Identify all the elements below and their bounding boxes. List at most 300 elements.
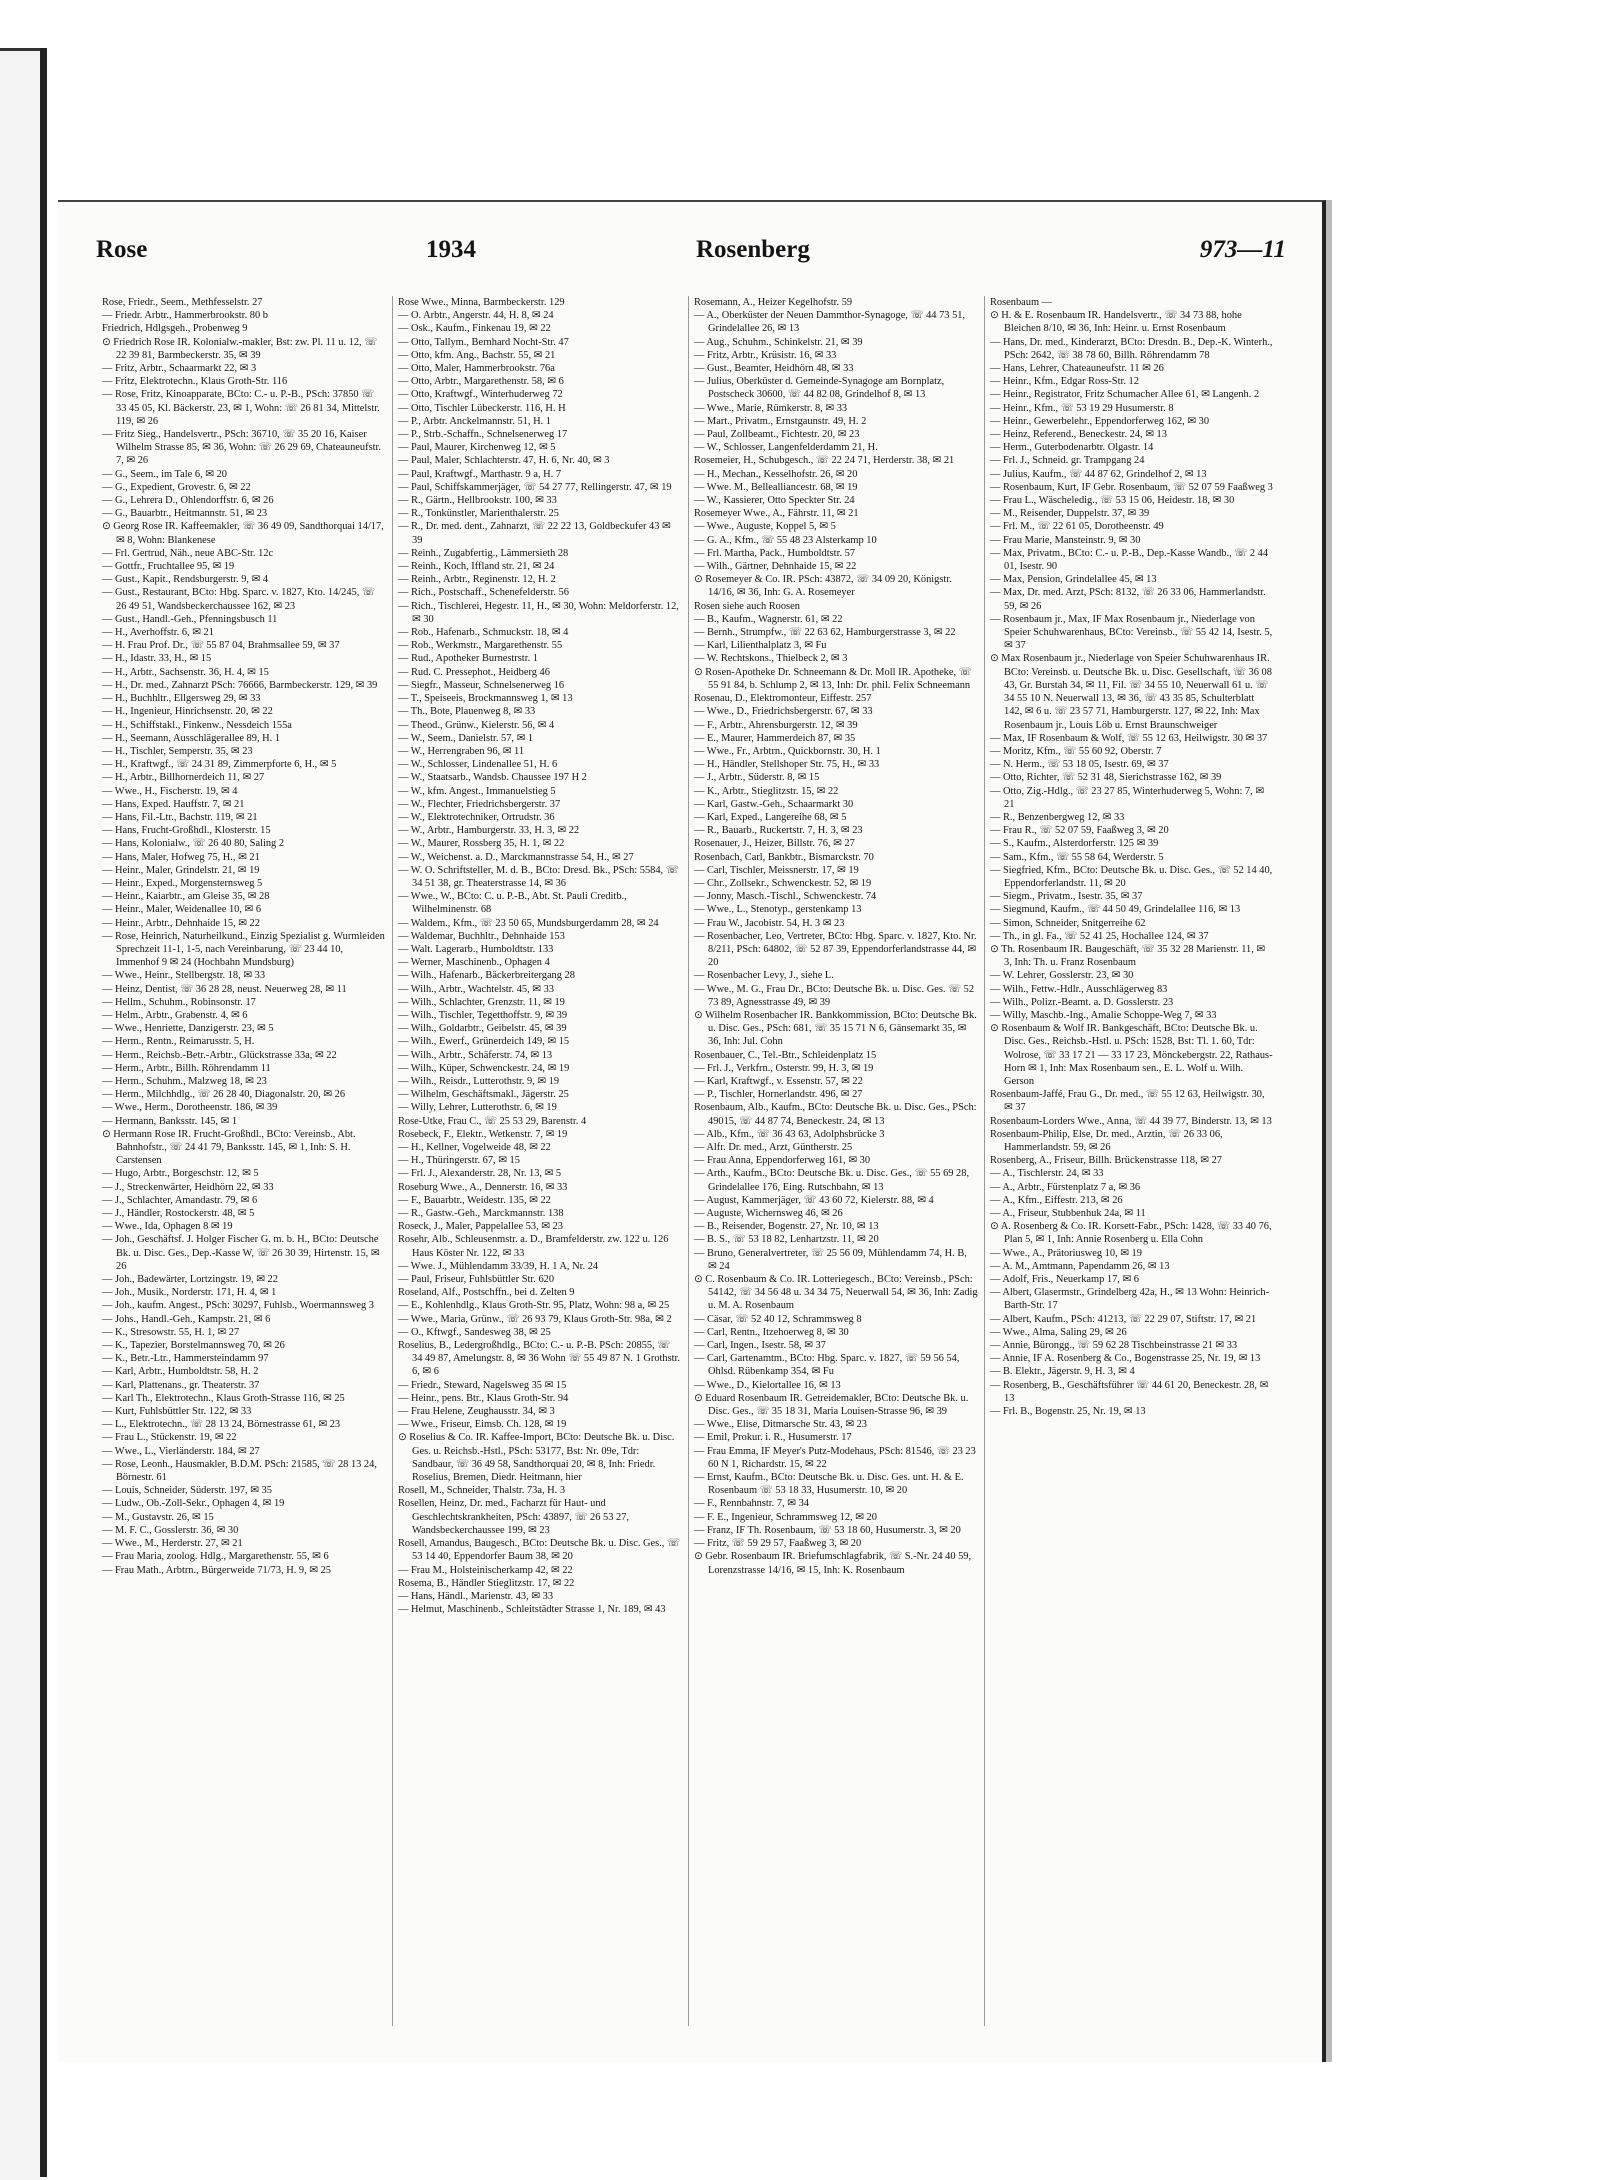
- directory-entry: — B. Elektr., Jägerstr. 9, H. 3, ✉ 4: [990, 1366, 1135, 1378]
- directory-entry: — Annie, Bürongg., ☏ 59 62 28 Tischbeinstrasse 21 ✉ 33: [990, 1340, 1238, 1352]
- directory-entry: — R., Gärtn., Hellbrookstr. 100, ✉ 33: [398, 495, 557, 507]
- directory-entry: — Hugo, Arbtr., Borgeschstr. 12, ✉ 5: [102, 1168, 259, 1180]
- directory-entry: — Wwe., W., BCto: C. u. P.-B., Abt. St. Pauli Creditb., Wilhelminenstr. 68: [398, 891, 627, 916]
- directory-entry: ⊙ Th. Rosenbaum IR. Baugeschäft, ☏ 35 32 28 Marienstr. 11, ✉ 3, Inh: Th. u. Franz Rosenbaum: [990, 943, 1266, 969]
- directory-entry: — Waldemar, Buchhltr., Dehnhaide 153: [398, 930, 565, 942]
- directory-entry: Roseck, J., Maler, Pappelallee 53, ✉ 23: [398, 1221, 563, 1233]
- directory-entry: — Wwe. J., Mühlendamm 33/39, H. 1 A, Nr. 24: [398, 1260, 599, 1272]
- directory-entry: — Alfr. Dr. med., Arzt, Güntherstr. 25: [694, 1142, 853, 1153]
- directory-entry: — Th., in gl. Fa., ☏ 52 41 25, Hochallee 124, ✉ 37: [990, 930, 1209, 942]
- directory-entry: — A., Oberküster der Neuen Dammthor-Synagoge, ☏ 44 73 51, Grindelallee 26, ✉ 13: [694, 310, 966, 335]
- directory-entry: — Paul, Zollbeamt., Fichtestr. 20, ✉ 23: [694, 429, 860, 441]
- directory-entry: — G., Expedient, Grovestr. 6, ✉ 22: [102, 481, 251, 493]
- directory-entry: — W., Seem., Danielstr. 57, ✉ 1: [398, 732, 534, 744]
- directory-entry: — Frau Maria, zoolog. Hdlg., Margarethenstr. 55, ✉ 6: [102, 1551, 329, 1563]
- directory-entry: — Wilh., Polizr.-Beamt. a. D. Gosslerstr. 23: [990, 996, 1174, 1008]
- directory-entry: — P., Tischler, Hornerlandstr. 496, ✉ 27: [694, 1089, 863, 1101]
- directory-entry: — Herm., Rentn., Reimarusstr. 5, H.: [102, 1036, 255, 1048]
- directory-entry: ⊙ Max Rosenbaum jr., Niederlage von Speier Schuhwarenhaus IR. BCto: Vereinsb. u. Deutsche Bk. u. Disc. Gesellschaft, ☏ 36 08 43, Gr. Burstah 34, ✉ 11, Fil. ☏ 34 55 10, Neuerwall 61 u. ☏ 34 55 10 N. Neuerwall 13, ✉ 36, ☏ 43 35 85, Schulterblatt 142, ✉ 6 u. ☏ 23 57 71, Hamburgerstr. 127, ✉ 22, Inh: Max Rosenbaum jr., Louis Löb u. Ernst Braunschweiger: [990, 653, 1272, 731]
- directory-entry: — H., Mechan., Kesselhofstr. 26, ✉ 20: [694, 468, 858, 480]
- directory-entry: — E., Kohlenhdlg., Klaus Groth-Str. 95, Platz, Wohn: 98 a, ✉ 25: [398, 1300, 670, 1312]
- directory-entry: — P., Strb.-Schaffn., Schnelsenerweg 17: [398, 429, 568, 441]
- directory-entry: — T., Speiseeis, Brockmannsweg 1, ✉ 13: [398, 693, 573, 705]
- directory-entry: — Frau Marie, Mansteinstr. 9, ✉ 30: [990, 534, 1141, 546]
- column-1: [96, 296, 386, 2026]
- directory-entry: — Hans, Lehrer, Chateauneufstr. 11 ✉ 26: [990, 363, 1164, 375]
- directory-entry: — Reinh., Koch, Iffland str. 21, ✉ 24: [398, 561, 555, 573]
- directory-entry: — Frl. J., Schneid. gr. Trampgang 24: [990, 455, 1145, 467]
- directory-entry: — Max, Privatm., BCto: C.- u. P.-B., Dep.-Kasse Wandb., ☏ 2 44 01, Isestr. 90: [990, 547, 1269, 573]
- directory-entry: — H., Dr. med., Zahnarzt PSch: 76666, Barmbeckerstr. 129, ✉ 39: [102, 679, 378, 691]
- directory-entry: — Paul, Maurer, Kirchenweg 12, ✉ 5: [398, 442, 556, 454]
- directory-entry: — Willy, Maschb.-Ing., Amalie Schoppe-Weg 7, ✉ 33: [990, 1009, 1217, 1021]
- directory-entry: — G., Bauarbtr., Heitmannstr. 51, ✉ 23: [102, 508, 268, 520]
- directory-entry: — Annie, IF A. Rosenberg & Co., Bogenstrasse 25, Nr. 19, ✉ 13: [990, 1353, 1261, 1365]
- directory-entry: — Hans, Dr. med., Kinderarzt, BCto: Dresdn. B., Dep.-K. Winterh., PSch: 2642, ☏ 38 78 60, Billh. Röhrendamm 78: [990, 336, 1273, 361]
- directory-entry: — H., Seemann, Ausschlägerallee 89, H. 1: [102, 732, 281, 744]
- directory-entry: Rosenau, D., Elektromonteur, Eiffestr. 257: [694, 693, 872, 705]
- directory-entry: — W. Lehrer, Gosslerstr. 23, ✉ 30: [990, 970, 1134, 982]
- directory-entry: — A., Kfm., Eiffestr. 213, ✉ 26: [990, 1194, 1123, 1206]
- directory-entry: — W., Flechter, Friedrichsbergerstr. 37: [398, 798, 561, 810]
- directory-entry: — H., Tischler, Semperstr. 35, ✉ 23: [102, 745, 253, 757]
- directory-entry: — Bruno, Generalvertreter, ☏ 25 56 09, Mühlendamm 74, H. B, ✉ 24: [694, 1247, 967, 1272]
- directory-entry: — Kurt, Fuhlsbüttler Str. 122, ✉ 33: [102, 1406, 252, 1418]
- directory-entry: — H., Arbtr., Sachsenstr. 36, H. 4, ✉ 15: [102, 666, 269, 678]
- directory-entry: — Hellm., Schuhm., Robinsonstr. 17: [102, 996, 256, 1008]
- directory-entry: — August, Kammerjäger, ☏ 43 60 72, Kielerstr. 88, ✉ 4: [694, 1194, 934, 1206]
- directory-entry: — W., Staatsarb., Wandsb. Chaussee 197 H 2: [398, 772, 587, 784]
- directory-entry: — Arth., Kaufm., BCto: Deutsche Bk. u. Disc. Ges., ☏ 55 69 28, Grindelallee 176, Eing. Rutschbahn, ✉ 13: [694, 1168, 970, 1193]
- directory-entry: — Reinh., Zugabfertig., Lämmersieth 28: [398, 547, 569, 559]
- directory-entry: — Joh., Musik., Norderstr. 171, H. 4, ✉ 1: [102, 1287, 277, 1299]
- directory-entry: — Paul, Kraftwgf., Marthastr. 9 a, H. 7: [398, 468, 562, 480]
- directory-entry: — Chr., Zollsekr., Schwenckestr. 52, ✉ 19: [694, 877, 872, 889]
- directory-entry: — Gust., Handl.-Geh., Pfenningsbusch 11: [102, 613, 278, 625]
- column-4: [984, 296, 1274, 2026]
- directory-entry: — Hans, Fil.-Ltr., Bachstr. 119, ✉ 21: [102, 811, 258, 823]
- directory-entry: — K., Arbtr., Stieglitzstr. 15, ✉ 22: [694, 785, 839, 797]
- directory-entry: — G. A., Kfm., ☏ 55 48 23 Alsterkamp 10: [694, 534, 877, 546]
- directory-entry: — S., Kaufm., Alsterdorferstr. 125 ✉ 39: [990, 838, 1159, 850]
- directory-entry: ⊙ Rosemeyer & Co. IR. PSch: 43872, ☏ 34 09 20, Königstr. 14/16, ✉ 36, Inh: G. A. Rosemeyer: [694, 574, 952, 599]
- directory-entry: — Wwe., M. G., Frau Dr., BCto: Deutsche Bk. u. Disc. Ges. ☏ 52 73 89, Agnesstrasse 49, ✉ 39: [694, 983, 975, 1008]
- directory-entry: Rose Wwe., Minna, Barmbeckerstr. 129: [398, 297, 565, 308]
- directory-entry: — W. Rechtskons., Thielbeck 2, ✉ 3: [694, 653, 848, 665]
- directory-entry: — Karl, Arbtr., Humboldtstr. 58, H. 2: [102, 1366, 259, 1378]
- directory-entry: — Otto, Tallym., Bernhard Nocht-Str. 47: [398, 336, 569, 348]
- directory-entry: — Rob., Werkmstr., Margarethenstr. 55: [398, 640, 563, 652]
- directory-entry: — F., Bauarbtr., Weidestr. 135, ✉ 22: [398, 1194, 551, 1206]
- directory-entry: Rose, Friedr., Seem., Methfesselstr. 27: [102, 297, 263, 308]
- directory-entry: — Gust., Kapit., Rendsburgerstr. 9, ✉ 4: [102, 574, 269, 586]
- directory-entry: — F., Rennbahnstr. 7, ✉ 34: [694, 1498, 809, 1510]
- directory-entry: — Frl. J., Alexanderstr. 28, Nr. 13, ✉ 5: [398, 1168, 562, 1180]
- directory-entry: ⊙ Georg Rose IR. Kaffeemakler, ☏ 36 49 09, Sandthorquai 14/17, ✉ 8, Wohn: Blankenese: [102, 521, 384, 546]
- directory-entry: — Karl, Lilienthalplatz 3, ✉ Fu: [694, 640, 827, 652]
- directory-entry: — Herm., Arbtr., Billh. Röhrendamm 11: [102, 1062, 271, 1074]
- directory-entry: — Frl. Gertrud, Näh., neue ABC-Str. 12c: [102, 547, 274, 559]
- directory-entry: — Hermann, Banksstr. 145, ✉ 1: [102, 1115, 238, 1127]
- directory-entry: — H., Thüringerstr. 67, ✉ 15: [398, 1155, 520, 1167]
- directory-entry: — Wwe., L., Vierländerstr. 184, ✉ 27: [102, 1445, 260, 1457]
- directory-entry: — Julius, Kaufm., ☏ 44 87 62, Grindelhof 2, ✉ 13: [990, 468, 1207, 480]
- directory-entry: — Theod., Grünw., Kielerstr. 56, ✉ 4: [398, 719, 555, 731]
- directory-entry: — Frau W., Jacobistr. 54, H. 3 ✉ 23: [694, 917, 845, 929]
- directory-entry: — Wilh., Goldarbtr., Geibelstr. 45, ✉ 39: [398, 1023, 567, 1035]
- directory-entry: Rosenbaum-Philip, Else, Dr. med., Arztin, ☏ 26 33 06, Hammerlandstr. 59, ✉ 26: [990, 1128, 1223, 1153]
- directory-entry: — K., Betr.-Ltr., Hammersteindamm 97: [102, 1353, 269, 1365]
- directory-entry: ⊙ Friedrich Rose IR. Kolonialw.-makler, Bst: zw. Pl. 11 u. 12, ☏ 22 39 81, Barmbeckerstr. 35, ✉ 39: [102, 336, 378, 361]
- directory-entry: — Heinr., Arbtr., Dehnhaide 15, ✉ 22: [102, 917, 260, 929]
- directory-entry: — Karl, Kraftwgf., v. Essenstr. 57, ✉ 22: [694, 1075, 863, 1087]
- directory-entry: — J., Händler, Rostockerstr. 48, ✉ 5: [102, 1208, 255, 1220]
- directory-entry: — F. E., Ingenieur, Schrammsweg 12, ✉ 20: [694, 1511, 877, 1523]
- directory-entry: — Frl. J., Verkfrn., Osterstr. 99, H. 3, ✉ 19: [694, 1062, 874, 1074]
- directory-entry: — Hans, Maler, Hofweg 75, H., ✉ 21: [102, 851, 260, 863]
- directory-entry: — Wilh., Arbtr., Wachtelstr. 45, ✉ 33: [398, 983, 554, 995]
- directory-entry: — Rosenbaum jr., Max, IF Max Rosenbaum jr., Niederlage von Speier Schuhwarenhaus, BCto: Vereinsb., ☏ 55 42 14, Isestr. 5, ✉ 37: [990, 613, 1273, 652]
- directory-entry: — Heinr., Gewerbelehr., Eppendorferweg 162, ✉ 30: [990, 415, 1210, 427]
- directory-entry: — R., Benzenbergweg 12, ✉ 33: [990, 811, 1125, 823]
- directory-entry: — Osk., Kaufm., Finkenau 19, ✉ 22: [398, 323, 551, 335]
- directory-entry: — H., Buchhltr., Ellgersweg 29, ✉ 33: [102, 693, 261, 705]
- directory-entry: — W., kfm. Angest., Immanuelstieg 5: [398, 785, 556, 797]
- directory-entry: Rosenbaum-Lorders Wwe., Anna, ☏ 44 39 77, Binderstr. 13, ✉ 13: [990, 1115, 1272, 1127]
- directory-entry: — Fritz Sieg., Handelsvertr., PSch: 36710, ☏ 35 20 16, Kaiser Wilhelm Strasse 85, ✉ 36, Wohn: ☏ 26 29 69, Chateauneufstr. 7, ✉ 26: [102, 429, 381, 467]
- directory-entry: Roselius, B., Ledergroßhdlg., BCto: C.- u. P.-B. PSch: 20855, ☏ 34 49 87, Amelungstr. 8, ✉ 36 Wohn ☏ 55 49 87 N. 1 Grothstr. 6, ✉ 6: [398, 1340, 681, 1378]
- directory-entry: ⊙ C. Rosenbaum & Co. IR. Lotteriegesch., BCto: Vereinsb., PSch: 54142, ☏ 34 56 48 u. 34 34 75, Neuerwall 54, ✉ 36, Inh: Zadig u. M. A. Rosenbaum: [694, 1274, 978, 1312]
- header-left-word: Rose: [96, 236, 148, 263]
- directory-entry: — Wwe. M., Bellealliancestr. 68, ✉ 19: [694, 481, 858, 493]
- directory-entry: — R., Tonkünstler, Marienthalerstr. 25: [398, 508, 559, 520]
- directory-entry: — Max, Dr. med. Arzt, PSch: 8132, ☏ 26 33 06, Hammerlandstr. 59, ✉ 26: [990, 587, 1266, 612]
- directory-entry: — Wwe., Alma, Saling 29, ✉ 26: [990, 1326, 1127, 1338]
- header-right-word: Rosenberg: [696, 236, 810, 263]
- directory-entry: — Wilhelm, Geschäftsmakl., Jägerstr. 25: [398, 1089, 569, 1101]
- directory-entry: — Wilh., Hafenarb., Bäckerbreitergang 28: [398, 970, 575, 982]
- directory-entry: — W., Schlosser, Langenfelderdamm 21, H.: [694, 442, 878, 454]
- directory-entry: — Heinz, Dentist, ☏ 36 28 28, neust. Neuerweg 28, ✉ 11: [102, 983, 347, 995]
- directory-entry: — Albert, Glasermstr., Grindelberg 42a, H., ✉ 13 Wohn: Heinrich-Barth-Str. 17: [990, 1287, 1270, 1312]
- directory-entry: — Rud., Apotheker Burnestrstr. 1: [398, 653, 538, 665]
- directory-entry: — Joh., kaufm. Angest., PSch: 30297, Fuhlsb., Woermannsweg 3: [102, 1300, 375, 1312]
- directory-entry: — Wilh., Tischler, Tegetthoffstr. 9, ✉ 39: [398, 1009, 568, 1021]
- directory-entry: — G., Lehrera D., Ohlendorffstr. 6, ✉ 26: [102, 495, 274, 507]
- directory-entry: — E., Maurer, Hammerdeich 87, ✉ 35: [694, 732, 856, 744]
- directory-entry: — Frau M., Holsteinischerkamp 42, ✉ 22: [398, 1564, 573, 1576]
- directory-entry: — R., Bauarb., Ruckertstr. 7, H. 3, ✉ 23: [694, 825, 863, 837]
- directory-entry: — Rud. C. Pressephot., Heidberg 46: [398, 666, 550, 678]
- directory-entry: — R., Dr. med. dent., Zahnarzt, ☏ 22 22 13, Goldbeckufer 43 ✉ 39: [398, 521, 671, 546]
- directory-entry: — Cäsar, ☏ 52 40 12, Schrammsweg 8: [694, 1313, 862, 1325]
- directory-entry: — Wwe., Marie, Rümkerstr. 8, ✉ 33: [694, 402, 848, 414]
- directory-entry: — Wilh., Gärtner, Dehnhaide 15, ✉ 22: [694, 561, 857, 573]
- directory-entry: — Heinr., Maler, Weidenallee 10, ✉ 6: [102, 904, 262, 916]
- directory-entry: Rosehr, Alb., Schleusenmstr. a. D., Bramfelderstr. zw. 122 u. 126 Haus Köster Nr. 122, ✉ 33: [398, 1234, 669, 1259]
- directory-entry: — Frau Emma, IF Meyer's Putz-Modehaus, PSch: 81546, ☏ 23 23 60 N 1, Richardstr. 15, ✉ 22: [694, 1445, 976, 1470]
- header-page-number: 973—11: [1199, 236, 1286, 263]
- directory-entry: — H. Frau Prof. Dr., ☏ 55 87 04, Brahmsallee 59, ✉ 37: [102, 640, 340, 652]
- directory-entry: — Paul, Maler, Schlachterstr. 47, H. 6, Nr. 40, ✉ 3: [398, 455, 610, 467]
- directory-entry: — H., Arbtr., Billhornerdeich 11, ✉ 27: [102, 772, 265, 784]
- directory-entry: — W., Herrengraben 96, ✉ 11: [398, 745, 525, 757]
- directory-entry: — Frau L., Wäscheledig., ☏ 53 15 06, Heidestr. 18, ✉ 30: [990, 495, 1235, 507]
- directory-entry: — Fritz, Arbtr., Krüsistr. 16, ✉ 33: [694, 349, 837, 361]
- directory-entry: — Max, Pension, Grindelallee 45, ✉ 13: [990, 574, 1157, 586]
- directory-entry: — Ludw., Ob.-Zoll-Sekr., Ophagen 4, ✉ 19: [102, 1498, 285, 1510]
- directory-entry: ⊙ H. & E. Rosenbaum IR. Handelsvertr., ☏ 34 73 88, hohe Bleichen 8/10, ✉ 36, Inh: Heinr. u. Ernst Rosenbaum: [990, 310, 1242, 335]
- directory-entry: — Wilh., Ewerf., Grünerdeich 149, ✉ 15: [398, 1036, 570, 1048]
- directory-entry: — A., Tischlerstr. 24, ✉ 33: [990, 1168, 1104, 1180]
- directory-entry: — Sam., Kfm., ☏ 55 58 64, Werderstr. 5: [990, 851, 1164, 863]
- directory-entry: Rosemeier, H., Schubgesch., ☏ 22 24 71, Herderstr. 38, ✉ 21: [694, 455, 955, 467]
- directory-entry: — B. S., ☏ 53 18 82, Lenhartzstr. 11, ✉ 20: [694, 1234, 879, 1246]
- directory-entry: — Aug., Schuhm., Schinkelstr. 21, ✉ 39: [694, 336, 863, 348]
- directory-entry: Rosemann, A., Heizer Kegelhofstr. 59: [694, 297, 853, 308]
- directory-entry: — Wwe., M., Herderstr. 27, ✉ 21: [102, 1538, 243, 1550]
- directory-entry: — Alb., Kfm., ☏ 36 43 63, Adolphsbrücke 3: [694, 1128, 885, 1140]
- directory-entry: — Franz, IF Th. Rosenbaum, ☏ 53 18 60, Husumerstr. 3, ✉ 20: [694, 1524, 961, 1536]
- directory-entry: — Wwe., H., Fischerstr. 19, ✉ 4: [102, 785, 238, 797]
- directory-entry: — Wwe., D., Kielortallee 16, ✉ 13: [694, 1379, 841, 1391]
- directory-entry: Roseburg Wwe., A., Dennerstr. 16, ✉ 33: [398, 1181, 568, 1193]
- directory-entry: — Hans, Kolonialw., ☏ 26 40 80, Saling 2: [102, 838, 285, 850]
- directory-page: [58, 200, 1326, 2062]
- directory-entry: — Rich., Tischlerei, Hegestr. 11, H., ✉ 30, Wohn: Meldorferstr. 12, ✉ 30: [398, 600, 679, 625]
- directory-entry: — G., Seem., im Tale 6, ✉ 20: [102, 468, 227, 480]
- directory-entry: — Hans, Frucht-Großhdl., Klosterstr. 15: [102, 825, 271, 837]
- directory-entry: — Herm., Reichsb.-Betr.-Arbtr., Glückstrasse 33a, ✉ 22: [102, 1049, 337, 1061]
- directory-entry: ⊙ Rosenbaum & Wolf IR. Bankgeschäft, BCto: Deutsche Bk. u. Disc. Ges., Reichsb.-Hstl. u. PSch: 1528, Bst: Tl. 1. 60, Tdr: Wolrose, ☏ 33 17 21 — 33 17 23, Mönckebergstr. 22, Rathaus-Horn ✉ 1, Inh: Max Rosenbaum sen., E. L. Wolf u. Wilh. Gerson: [990, 1023, 1273, 1087]
- directory-entry: — Otto, Tischler Lübeckerstr. 116, H. H: [398, 402, 566, 414]
- directory-entry: Rosebeck, F., Elektr., Wetkenstr. 7, ✉ 19: [398, 1128, 568, 1140]
- directory-entry: — K., Stresowstr. 55, H. 1, ✉ 27: [102, 1326, 240, 1338]
- directory-entry: — Wwe., Auguste, Koppel 5, ✉ 5: [694, 521, 836, 533]
- directory-entry: — Frau L., Stückenstr. 19, ✉ 22: [102, 1432, 237, 1444]
- directory-entry: Rosenbach, Carl, Bankbtr., Bismarckstr. 70: [694, 851, 874, 863]
- directory-entry: — Wwe., D., Friedrichsbergerstr. 67, ✉ 33: [694, 706, 873, 718]
- directory-entry: — Frau Math., Arbtrn., Bürgerweide 71/73, H. 9, ✉ 25: [102, 1564, 331, 1576]
- directory-entry: — Ernst, Kaufm., BCto: Deutsche Bk. u. Disc. Ges. unt. H. & E. Rosenbaum ☏ 53 18 33, Husumerstr. 10, ✉ 20: [694, 1472, 964, 1497]
- directory-entry: — A., Arbtr., Fürstenplatz 7 a, ✉ 36: [990, 1181, 1141, 1193]
- directory-entry: ⊙ Rosen-Apotheke Dr. Schneemann & Dr. Moll IR. Apotheke, ☏ 55 91 84, b. Schlump 2, ✉ 13, Inh: Dr. phil. Felix Schneemann: [694, 666, 972, 691]
- directory-entry: — Carl, Ingen., Isestr. 58, ✉ 37: [694, 1340, 826, 1352]
- directory-entry: — Waldem., Kfm., ☏ 23 50 65, Mundsburgerdamm 28, ✉ 24: [398, 917, 659, 929]
- directory-entry: — Frl. M., ☏ 22 61 05, Dorotheenstr. 49: [990, 521, 1164, 533]
- directory-entry: — Siegfr., Masseur, Schnelsenerweg 16: [398, 679, 565, 691]
- directory-entry: — Rosenberg, B., Geschäftsführer ☏ 44 61 20, Beneckestr. 28, ✉ 13: [990, 1379, 1269, 1404]
- previous-page-margin: [0, 48, 40, 2180]
- directory-entry: — Paul, Schiffskammerjäger, ☏ 54 27 77, Rellingerstr. 47, ✉ 19: [398, 481, 672, 493]
- directory-entry: — R., Gastw.-Geh., Marckmannstr. 138: [398, 1208, 564, 1220]
- directory-entry: Roseland, Alf., Postschffn., bei d. Zelten 9: [398, 1287, 575, 1299]
- directory-entry: — Siegfried, Kfm., BCto: Deutsche Bk. u. Disc. Ges., ☏ 52 14 40, Eppendorferlandstr. 11, ✉ 20: [990, 864, 1273, 889]
- directory-entry: — Otto, Arbtr., Margarethenstr. 58, ✉ 6: [398, 376, 564, 388]
- directory-entry: — Wwe., Maria, Grünw., ☏ 26 93 79, Klaus Groth-Str. 98a, ✉ 2: [398, 1313, 672, 1325]
- directory-entry: — Adolf, Fris., Neuerkamp 17, ✉ 6: [990, 1274, 1139, 1286]
- directory-entry: — Willy, Lehrer, Lutterothstr. 6, ✉ 19: [398, 1102, 557, 1114]
- directory-entry: — W., Kassierer, Otto Speckter Str. 24: [694, 495, 855, 507]
- directory-entry: — J., Arbtr., Süderstr. 8, ✉ 15: [694, 772, 820, 784]
- directory-entry: ⊙ Hermann Rose IR. Frucht-Großhdl., BCto: Vereinsb., Abt. Bahnhofstr., ☏ 24 41 79, Banksstr. 145, ✉ 1, Inh: S. H. Carstensen: [102, 1128, 356, 1167]
- directory-entry: ⊙ Eduard Rosenbaum IR. Getreidemakler, BCto: Deutsche Bk. u. Disc. Ges., ☏ 35 18 31, Maria Louisen-Strasse 96, ✉ 39: [694, 1392, 969, 1418]
- directory-entry: — Wwe., Herm., Dorotheenstr. 186, ✉ 39: [102, 1102, 278, 1114]
- directory-entry: — Rose, Heinrich, Naturheilkund., Einzig Spezialist g. Wurmleiden Sprechzeit 11-1, 1-5, nach Vereinbarung, ☏ 23 44 10, Immenhof 9 ✉ 24 (Hochbahn Mundsburg): [102, 930, 385, 969]
- directory-entry: — Paul, Friseur, Fuhlsbüttler Str. 620: [398, 1274, 555, 1286]
- directory-entry: — Herm., Guterbodenarbtr. Olgastr. 14: [990, 442, 1154, 454]
- directory-entry: — Gust., Restaurant, BCto: Hbg. Sparc. v. 1827, Kto. 14/245, ☏ 26 49 51, Wandsbeckerchaussee 162, ✉ 23: [102, 587, 375, 612]
- directory-entry: — Otto, kfm. Ang., Bachstr. 55, ✉ 21: [398, 349, 556, 361]
- directory-entry: — Wwe., Ida, Ophagen 8 ✉ 19: [102, 1221, 233, 1233]
- directory-entry: — Wilh., Schlachter, Grenzstr. 11, ✉ 19: [398, 996, 565, 1008]
- directory-entry: — B., Reisender, Bogenstr. 27, Nr. 10, ✉ 13: [694, 1221, 879, 1233]
- directory-entry: — Mart., Privatm., Ernstgaunstr. 49, H. 2: [694, 415, 867, 427]
- directory-entry: — Wwe., Friseur, Eimsb. Ch. 128, ✉ 19: [398, 1419, 567, 1431]
- directory-entry: — Herm., Milchhdlg., ☏ 26 28 40, Diagonalstr. 20, ✉ 26: [102, 1089, 346, 1101]
- directory-entry: — Frau R., ☏ 52 07 59, Faaßweg 3, ✉ 20: [990, 825, 1169, 837]
- directory-entry: — Otto, Maler, Hammerbrookstr. 76a: [398, 363, 555, 375]
- directory-entry: Rosell, Amandus, Baugesch., BCto: Deutsche Bk. u. Disc. Ges., ☏ 53 14 40, Eppendorfer Baum 38, ✉ 20: [398, 1538, 680, 1563]
- directory-entry: — Frau Anna, Eppendorferweg 161, ✉ 30: [694, 1155, 871, 1167]
- directory-entry: — F., Arbtr., Ahrensburgerstr. 12, ✉ 39: [694, 719, 858, 731]
- directory-entry: — Frau Helene, Zeughausstr. 34, ✉ 3: [398, 1406, 555, 1418]
- directory-entry: — Rosenbacher, Leo, Vertreter, BCto: Hbg. Sparc. v. 1827, Kto. Nr. 8/211, PSch: 64802, ☏ 52 87 39, Eppendorferlandstrasse 44, ✉ 20: [694, 930, 977, 969]
- directory-entry: — Siegm., Privatm., Isestr. 35, ✉ 37: [990, 891, 1143, 903]
- directory-entry: — Rose, Fritz, Kinoapparate, BCto: C.- u. P.-B., PSch: 37850 ☏ 33 45 05, Kl. Bäckerstr. 23, ✉ 1, Wohn: ☏ 26 81 34, Mittelstr. 119, ✉ 26: [102, 389, 380, 427]
- directory-entry: — M., Reisender, Duppelstr. 37, ✉ 39: [990, 508, 1150, 520]
- directory-entry: — Jonny, Masch.-Tischl., Schwenckestr. 74: [694, 891, 877, 903]
- directory-entry: — Simon, Schneider, Snitgerreihe 62: [990, 917, 1146, 929]
- directory-entry: — Carl, Gartenamtm., BCto: Hbg. Sparc. v. 1827, ☏ 59 56 54, Ohlsd. Rübenkamp 354, ✉ Fu: [694, 1353, 960, 1378]
- directory-entry: — H., Händler, Stellshoper Str. 75, H., ✉ 33: [694, 759, 880, 771]
- directory-entry: Rosell, M., Schneider, Thalstr. 73a, H. 3: [398, 1485, 566, 1497]
- directory-entry: — Karl, Gastw.-Geh., Schaarmarkt 30: [694, 798, 854, 810]
- directory-entry: Rosen siehe auch Roosen: [694, 600, 800, 612]
- directory-entry: — Otto, Kraftwgf., Winterhuderweg 72: [398, 389, 563, 401]
- directory-entry: — Fritz, Elektrotechn., Klaus Groth-Str. 116: [102, 376, 288, 388]
- directory-entry: — Carl, Tischler, Meissnerstr. 17, ✉ 19: [694, 864, 859, 876]
- directory-entry: — Friedr., Steward, Nagelsweg 35 ✉ 15: [398, 1379, 567, 1391]
- directory-entry: Rose-Utke, Frau C., ☏ 25 53 29, Barenstr. 4: [398, 1115, 587, 1127]
- directory-entry: — Heinr., Exped., Morgensternsweg 5: [102, 877, 263, 889]
- directory-entry: — Max, IF Rosenbaum & Wolf, ☏ 55 12 63, Heilwigstr. 30 ✉ 37: [990, 732, 1268, 744]
- directory-entry: — Wilh., Reisdr., Lutterothstr. 9, ✉ 19: [398, 1075, 560, 1087]
- directory-entry: — Otto, Richter, ☏ 52 31 48, Sierichstrasse 162, ✉ 39: [990, 772, 1222, 784]
- directory-entry: — L., Elektrotechn., ☏ 28 13 24, Börnestrasse 61, ✉ 23: [102, 1419, 341, 1431]
- directory-entry: — J., Streckenwärter, Heidhörn 22, ✉ 33: [102, 1181, 274, 1193]
- column-2: [392, 296, 682, 2026]
- directory-entry: — Rosenbaum, Kurt, IF Gebr. Rosenbaum, ☏ 52 07 59 Faaßweg 3: [990, 481, 1273, 493]
- directory-entry: — Rose, Leonh., Hausmakler, B.D.M. PSch: 21585, ☏ 28 13 24, Börnestr. 61: [102, 1458, 377, 1484]
- page-header: [96, 236, 1286, 284]
- directory-entry: — Helm., Arbtr., Grabenstr. 4, ✉ 6: [102, 1009, 248, 1021]
- directory-entry: — Werner, Maschinenb., Ophagen 4: [398, 957, 550, 969]
- directory-entry: — J., Schlachter, Amandastr. 79, ✉ 6: [102, 1194, 258, 1206]
- directory-entry: — Bernh., Strumpfw., ☏ 22 63 62, Hamburgerstrasse 3, ✉ 22: [694, 627, 956, 639]
- directory-entry: — K., Tapezier, Borstelmannsweg 70, ✉ 26: [102, 1340, 285, 1352]
- directory-entry: — Johs., Handl.-Geh., Kampstr. 21, ✉ 6: [102, 1313, 271, 1325]
- directory-entry: — Heinr., Maler, Grindelstr. 21, ✉ 19: [102, 864, 260, 876]
- directory-entry: Rosenbauer, C., Tel.-Btr., Schleidenplatz 15: [694, 1049, 877, 1061]
- directory-entry: ⊙ Wilhelm Rosenbacher IR. Bankkommission, BCto: Deutsche Bk. u. Disc. Ges., PSch: 681, ☏ 35 15 71 N 6, Gänsemarkt 35, ✉ 36, Inh: Jul. Cohn: [694, 1009, 977, 1048]
- directory-entry: — W. O. Schriftsteller, M. d. B., BCto: Dresd. Bk., PSch: 5584, ☏ 34 51 38, gr. Theaterstrasse 14, ✉ 36: [398, 864, 679, 889]
- directory-entry: — H., Idastr. 33, H., ✉ 15: [102, 653, 212, 665]
- directory-entry: — Heinr., Kfm., ☏ 53 19 29 Husumerstr. 8: [990, 402, 1174, 414]
- directory-entry: — Wwe., A., Prätoriusweg 10, ✉ 19: [990, 1247, 1142, 1259]
- directory-entry: — Frl. B., Bogenstr. 25, Nr. 19, ✉ 13: [990, 1406, 1146, 1418]
- directory-entry: — Walt. Lagerarb., Humboldtstr. 133: [398, 943, 554, 955]
- directory-entry: — Fritz, Arbtr., Schaarmarkt 22, ✉ 3: [102, 363, 257, 375]
- column-3: [688, 296, 978, 2026]
- directory-entry: — Wwe., Henriette, Danzigerstr. 23, ✉ 5: [102, 1023, 274, 1035]
- directory-entry: — O., Kftwgf., Sandesweg 38, ✉ 25: [398, 1326, 551, 1338]
- directory-entry: Rosemeyer Wwe., A., Fährstr. 11, ✉ 21: [694, 508, 859, 520]
- directory-entry: — Wilh., Fettw.-Hdlr., Ausschlägerweg 83: [990, 983, 1168, 995]
- directory-entry: — M. F. C., Gosslerstr. 36, ✉ 30: [102, 1524, 239, 1536]
- directory-entry: — Heinr., pens. Btr., Klaus Groth-Str. 94: [398, 1392, 569, 1404]
- directory-entry: — Gust., Beamter, Heidhörn 48, ✉ 33: [694, 363, 854, 375]
- directory-entry: — Wilh., Küper, Schwenckestr. 24, ✉ 19: [398, 1062, 570, 1074]
- directory-entry: — Rich., Postschaff., Schenefelderstr. 56: [398, 587, 569, 599]
- directory-entry: — Joh., Badewärter, Lortzingstr. 19, ✉ 22: [102, 1274, 278, 1286]
- directory-entry: — Gottfr., Fruchtallee 95, ✉ 19: [102, 561, 235, 573]
- directory-entry: — H., Kraftwgf., ☏ 24 31 89, Zimmerpforte 6, H., ✉ 5: [102, 759, 337, 771]
- directory-entry: ⊙ Gebr. Rosenbaum IR. Briefumschlagfabrik, ☏ S.-Nr. 24 40 59, Lorenzstrasse 14/16, ✉ 15, Inh: K. Rosenbaum: [694, 1551, 972, 1576]
- directory-entry: — Joh., Geschäftsf. J. Holger Fischer G. m. b. H., BCto: Deutsche Bk. u. Disc. Ges., Dep.-Kasse W, ☏ 26 30 39, Hirtenstr. 15, ✉ 26: [102, 1234, 380, 1272]
- directory-entry: — Wwe., L., Stenotyp., gerstenkamp 13: [694, 904, 862, 916]
- directory-entry: — Otto, Zig.-Hdlg., ☏ 23 27 85, Winterhuderweg 5, Wohn: 7, ✉ 21: [990, 785, 1265, 810]
- directory-entry: Rosema, B., Händler Stieglitzstr. 17, ✉ 22: [398, 1577, 575, 1589]
- directory-entry: — Hans, Händl., Marienstr. 43, ✉ 33: [398, 1590, 554, 1602]
- directory-entry: — H., Averhoffstr. 6, ✉ 21: [102, 627, 214, 639]
- directory-entry: — Heinz, Referend., Beneckestr. 24, ✉ 13: [990, 429, 1167, 441]
- directory-entry: — W., Weichenst. a. D., Marckmannstrasse 54, H., ✉ 27: [398, 851, 634, 863]
- directory-entry: — W., Schlosser, Lindenallee 51, H. 6: [398, 759, 558, 771]
- directory-entry: — Rosenbacher Levy, J., siehe L.: [694, 970, 834, 982]
- directory-entry: — Karl, Plattenans., gr. Theaterstr. 37: [102, 1379, 260, 1391]
- directory-entry: — Moritz, Kfm., ☏ 55 60 92, Oberstr. 7: [990, 745, 1162, 757]
- directory-entry: — H., Kellner, Vogelweide 48, ✉ 22: [398, 1142, 551, 1153]
- directory-entry: — N. Herm., ☏ 53 18 05, Isestr. 69, ✉ 37: [990, 759, 1169, 771]
- directory-entry: — Herm., Schuhm., Malzweg 18, ✉ 23: [102, 1075, 267, 1087]
- directory-entry: Rosenbaum-Jaffé, Frau G., Dr. med., ☏ 55 12 63, Heilwigstr. 30, ✉ 37: [990, 1089, 1265, 1114]
- directory-entry: ⊙ A. Rosenberg & Co. IR. Korsett-Fabr., PSch: 1428, ☏ 33 40 76, Plan 5, ✉ 1, Inh: Annie Rosenberg u. Ella Cohn: [990, 1221, 1272, 1246]
- directory-entry: Rosenbaum, Alb., Kaufm., BCto: Deutsche Bk. u. Disc. Ges., PSch: 49015, ☏ 44 87 74, Beneckestr. 24, ✉ 13: [694, 1102, 977, 1127]
- directory-entry: — Fritz, ☏ 59 29 57, Faaßweg 3, ✉ 20: [694, 1538, 862, 1550]
- directory-entry: — Emil, Prokur. i. R., Husumerstr. 17: [694, 1432, 852, 1444]
- directory-entry: — Carl, Rentn., Itzehoerweg 8, ✉ 30: [694, 1326, 849, 1338]
- directory-entry: — P., Arbtr. Anckelmannstr. 51, H. 1: [398, 415, 551, 427]
- directory-entry: — Th., Bote, Plauenweg 8, ✉ 33: [398, 706, 536, 718]
- directory-entry: — Siegmund, Kaufm., ☏ 44 50 49, Grindelallee 116, ✉ 13: [990, 904, 1241, 916]
- directory-entry: — Friedr. Arbtr., Hammerbrookstr. 80 b: [102, 310, 268, 322]
- directory-entry: — Heinr., Kaiarbtr., am Gleise 35, ✉ 28: [102, 891, 270, 903]
- directory-entry: Friedrich, Hdlgsgeh., Probenweg 9: [102, 323, 248, 335]
- directory-entry: — Wilh., Arbtr., Schäferstr. 74, ✉ 13: [398, 1049, 553, 1061]
- directory-entry: — Reinh., Arbtr., Reginenstr. 12, H. 2: [398, 574, 556, 586]
- directory-entry: — B., Kaufm., Wagnerstr. 61, ✉ 22: [694, 613, 843, 625]
- directory-entry: — Wwe., Heinr., Stellbergstr. 18, ✉ 33: [102, 970, 266, 982]
- directory-entry: — Wwe., Elise, Ditmarsche Str. 43, ✉ 23: [694, 1419, 868, 1431]
- directory-entry: — Heinr., Registrator, Fritz Schumacher Allee 61, ✉ Langenh. 2: [990, 389, 1260, 401]
- directory-entry: — H., Ingenieur, Hinrichsenstr. 20, ✉ 22: [102, 706, 273, 718]
- directory-entry: — W., Elektrotechniker, Ortrudstr. 36: [398, 811, 555, 823]
- directory-entry: — Auguste, Wichernsweg 46, ✉ 26: [694, 1208, 843, 1220]
- directory-entry: — Helmut, Maschinenb., Schleitstädter Strasse 1, Nr. 189, ✉ 43: [398, 1604, 666, 1616]
- directory-entry: — Frl. Martha, Pack., Humboldtstr. 57: [694, 547, 856, 559]
- directory-entry: — A., Friseur, Stubbenhuk 24a, ✉ 11: [990, 1208, 1146, 1220]
